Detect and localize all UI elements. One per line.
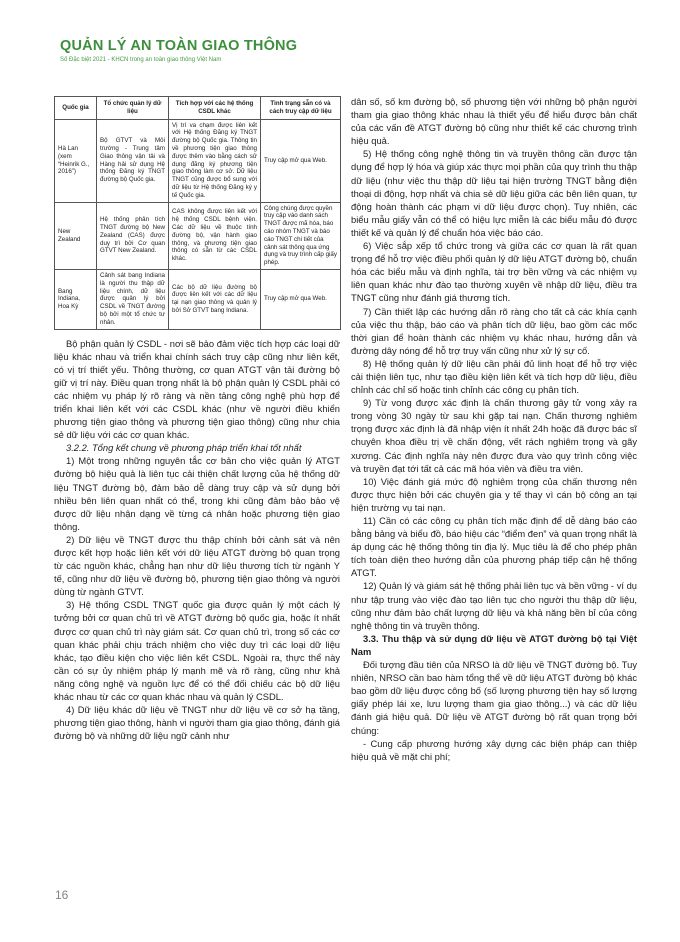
table-cell: Truy cập mở qua Web. [261, 119, 341, 202]
body-paragraph: 6) Việc sắp xếp tổ chức trong và giữa các cơ quan là rất quan trọng để hỗ trợ việc điều phối quản lý dữ liệu ATGT đường bộ, chuẩn hóa các biểu mẫu và định nghĩa, tài trợ bền vững và các nhiệm vụ liên quan khác như đào tạo thường xuyên về nhập dữ liệu, điều tra TNGT cũng như đánh giá thương tích. [351, 241, 637, 304]
table-cell: Hà Lan (xem “Heinrik G., 2016”) [55, 119, 97, 202]
table-cell: New Zealand [55, 202, 97, 269]
section-heading: 3.3. Thu thập và sử dụng dữ liệu về ATGT đường bộ tại Việt Nam [351, 633, 637, 657]
table-header-cell: Tích hợp với các hệ thống CSDL khác [169, 97, 261, 120]
body-paragraph: 3) Hệ thống CSDL TNGT quốc gia được quản lý một cách lý tưởng bởi cơ quan chủ trì về ATGT đường bộ quốc gia, hoặc ít nhất được cơ quan chủ trì này giám sát. Cơ quan chủ trì, trong số các cơ quan khác phải chịu trách nhiệm cho việc duy trì các loại dữ liệu khác, tạo điều kiện cho việc liên kết CSDL. Ngoài ra, thực thể này cần có sự ủy nhiệm pháp lý mạnh mẽ và rõ ràng, cũng như khả năng công nghệ và nguồn lực để có thể đối chiếu các bộ dữ liệu khác nhau từ các cơ quan khác nhau và quản lý CSDL. [54, 600, 340, 703]
page-number: 16 [55, 888, 69, 902]
subsection-heading: 3.2.2. Tổng kết chung về phương pháp triển khai tốt nhất [66, 443, 302, 454]
body-paragraph: 4) Dữ liệu khác dữ liệu về TNGT như dữ liệu về cơ sở hạ tầng, phương tiện giao thông, hành vi người tham gia giao thông, đánh giá đường bộ và những dữ liệu ngữ cảnh như [54, 705, 340, 742]
table-cell: Các bộ dữ liệu đường bộ được liên kết với các dữ liệu tại nạn giao thông và quản lý bởi Sở GTVT bang Indiana. [169, 269, 261, 329]
table-cell: Cảnh sát bang Indiana là người thu thập dữ liệu chính, dữ liệu được quản lý bởi CSDL về TNGT đường bộ bởi một tổ chức tư nhân. [97, 269, 169, 329]
page-header [60, 38, 640, 64]
table-header-cell: Tổ chức quản lý dữ liệu [97, 97, 169, 120]
body-paragraph: Bộ phận quản lý CSDL - nơi sẽ bảo đảm việc tích hợp các loại dữ liệu khác nhau và triển khai chính sách truy cập cũng như liên kết, có vị trí thiết yếu. Thông thường, cơ quan ATGT vận tải đường bộ giữ vị trí này. Điều quan trọng nhất là bộ phận quản lý CSDL phải có các nhiệm vụ pháp lý rõ ràng và nền tảng công nghệ phù hợp để triển khai liên kết với các CSDL khác (như về người điều khiển phương tiện giao thông và phương tiện giao thông) cũng như chia sẻ dữ liệu với các cơ quan khác. [54, 338, 340, 441]
body-paragraph: 8) Hệ thống quản lý dữ liệu cần phải đủ linh hoạt để hỗ trợ việc cải thiện liên tục, như tạo điều kiện liên kết và tích hợp dữ liệu, điều chỉnh các chỉ số hoặc tinh chỉnh các công cụ phân tích. [351, 358, 637, 396]
left-column [54, 96, 340, 743]
magazine-subtitle: Số Đặc biệt 2021 - KHCN trong an toàn giao thông Việt Nam [60, 57, 222, 63]
body-paragraph: 12) Quản lý và giám sát hệ thống phải liên tục và bền vững - ví dụ như tập trung vào việc đào tạo liên tục cho người thu thập dữ liệu, cũng như đảm bảo chất lượng dữ liệu và khả năng bền bỉ của công nghệ thông tin và truyền thông. [351, 581, 637, 631]
table-cell: Bang Indiana, Hoa Kỳ [55, 269, 97, 329]
body-paragraph: Đối tượng đầu tiên của NRSO là dữ liệu về TNGT đường bộ. Tuy nhiên, NRSO cần bao hàm tổng thể về dữ liệu ATGT đường bộ khác bao gồm dữ liệu được công bố (số lượng phương tiện hay số lượng giấy phép lái xe, lưu lượng tham gia giao thông...) và các dữ liệu đánh giá hiệu quả. Dữ liệu về ATGT đường bộ rất quan trọng bởi chúng: [351, 660, 637, 736]
table-cell: Bộ GTVT và Môi trường - Trung tâm Giao thông vận tải và Hàng hải sử dụng Hệ thống Đăng ký TNGT đường bộ Quốc gia. [97, 119, 169, 202]
table-cell: Truy cập mở qua Web. [261, 269, 341, 329]
table-cell: Vị trí va chạm được liên kết với Hệ thống Đăng ký TNGT đường bộ Quốc gia. Thông tin về phương tiện giao thông được thêm vào bằng cách sử dụng đăng ký phương tiện giao thông làm cơ sở. Dữ liệu TNGT cũng được bổ sung với dữ liệu từ Hệ thống Đăng ký y tế Quốc gia. [169, 119, 261, 202]
table-cell: Công chúng được quyền truy cập vào danh sách TNGT được mã hóa, báo cáo nhóm TNGT và báo cáo TNGT chi tiết của cảnh sát thông qua ứng dụng và truy trình cấp giấy phép. [261, 202, 341, 269]
body-paragraph: 7) Cần thiết lập các hướng dẫn rõ ràng cho tất cả các khía cạnh của việc thu thập, báo cáo và phân tích dữ liệu, bao gồm các mốc thời gian để hoàn thành các nhiệm vụ khác nhau, hướng dẫn và đường dây nóng để hỗ trợ truy vấn cũng như xử lý sự cố. [351, 306, 637, 356]
body-paragraph: 5) Hệ thống công nghệ thông tin và truyền thông cần được tận dụng để hợp lý hóa và giúp xác thực mọi phần của quy trình thu thập dữ liệu (như việc thu thập dữ liệu tại hiện trường TNGT bằng điện thoại di động, hợp nhất và chia sẻ dữ liệu giữa các bên liên quan, tự động hoàn thành các phạm vi dữ liệu được chọn). Tuy nhiên, các biểu mẫu giấy vẫn có thể có hiệu lực miễn là các biểu mẫu đó được thiết kế và quản lý để chuẩn hóa việc báo cáo. [351, 149, 637, 238]
table-header-cell: Tình trạng sẵn có và cách truy cập dữ liệu [261, 97, 341, 120]
body-paragraph: 10) Việc đánh giá mức độ nghiêm trọng của chấn thương nên được thực hiện bởi các chuyên gia y tế thay vì cán bộ công an tại hiện trường vụ tai nạn. [351, 476, 637, 513]
body-paragraph: 2) Dữ liệu về TNGT được thu thập chính bởi cảnh sát và nên được kết hợp hoặc liên kết với dữ liệu ATGT đường bộ quan trọng từ các nguồn khác, chẳng hạn như dữ liệu thương tích từ ngành Y tế, cũng như dữ liệu về đường bộ, phương tiện giao thông và người dùng từ ngành GTVT. [54, 534, 340, 598]
table-header-row [55, 97, 341, 120]
body-paragraph: 11) Cần có các công cụ phân tích mặc định để dễ dàng báo cáo bằng bảng và biểu đồ, báo hiệu các “điểm đen” và quan trọng nhất là áp dụng các hệ thống thông tin địa lý. Mục tiêu là để cho phép phân tích toàn diện theo hướng dẫn của phương pháp tiếp cận hệ thống ATGT. [351, 516, 637, 579]
table-header-cell: Quốc gia [55, 97, 97, 120]
right-column [351, 96, 637, 764]
magazine-title: QUẢN LÝ AN TOÀN GIAO THÔNG [60, 38, 298, 54]
body-paragraph: - Cung cấp phương hướng xây dựng các biện pháp can thiệp hiệu quả về mặt chi phí; [351, 738, 637, 762]
table-row [55, 269, 341, 329]
table-row [55, 202, 341, 269]
table-cell: Hệ thống phân tích TNGT đường bộ New Zealand (CAS) được duy trì bởi Cơ quan GTVT New Zealand. [97, 202, 169, 269]
body-paragraph: 1) Một trong những nguyên tắc cơ bản cho việc quản lý ATGT đường bộ hiệu quả là liên tục cải thiện chất lượng của hệ thống dữ liệu TNGT đường bộ, đảm bảo dễ dàng truy cập và sử dụng bởi nhiều bên liên quan nhất có thể, trong khi cũng đảm bảo bảo vệ được dữ liệu nhận dạng về từng cá nhân hoặc phương tiện giao thông. [54, 456, 340, 532]
table-row [55, 119, 341, 202]
body-paragraph: dân số, số km đường bộ, số phương tiện với những bộ phận người tham gia giao thông khác nhau là thiết yếu để hiểu được bản chất của các vấn đề ATGT đường bộ cũng như thiết kế các chương trình hiệu quả. [351, 97, 637, 147]
body-paragraph: 9) Từ vong được xác định là chấn thương gây tử vong xảy ra trong vòng 30 ngày từ sau khi gặp tai nạn. Chấn thương nghiêm trọng được xác định là đã nhập viện ít nhất 24h hoặc đã được bác sĩ chuyên khoa điều trị về chấn động, vết rách nghiêm trọng và gãy xương. Các định nghĩa này nên được đưa vào quy trình công việc và truyền đạt tới tất cả các mã hóa viên và điều tra viên. [351, 398, 637, 474]
comparison-table [54, 96, 341, 330]
table-cell: CAS không được liên kết với hệ thống CSDL bệnh viện. Các dữ liệu về thuộc tính đường bộ, vận hành giao thông, và phương tiện giao thông có sẵn từ các CSDL khác. [169, 202, 261, 269]
